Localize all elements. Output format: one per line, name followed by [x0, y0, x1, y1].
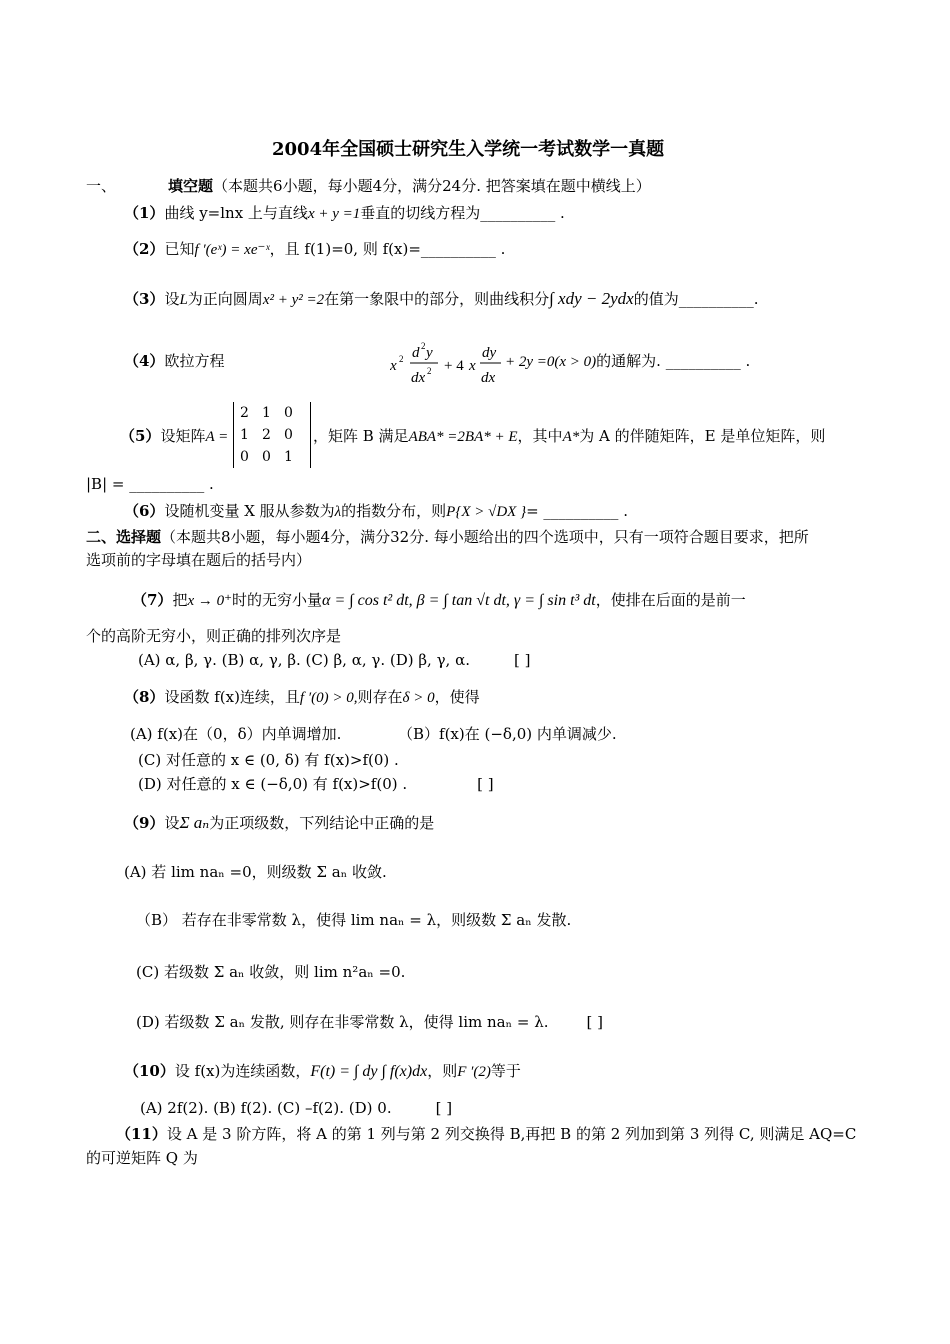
q1-math: x + y =1: [307, 206, 361, 222]
svg-text:dx: dx: [411, 370, 426, 386]
q5-number: （5）: [120, 427, 161, 445]
section2-note-a: （本题共8小题，每小题4分，满分32分. 每小题给出的四个选项中，只有一项符合题目要求，把所: [161, 528, 809, 546]
q8-option-c: (C) 对任意的 x ∈ (0, δ) 有 f(x)>f(0) .: [138, 751, 399, 769]
svg-text:dy: dy: [482, 345, 497, 361]
q3-math-circle: x² + y² =2: [262, 292, 325, 308]
question-2: [124, 239, 505, 260]
q5-text-c: ，其中: [517, 427, 563, 445]
matrix-row-3: [240, 446, 306, 468]
q10-text-b: ，则: [427, 1062, 458, 1080]
matrix-cell: 0: [284, 427, 293, 443]
q8-number: （8）: [124, 688, 165, 706]
q8-text-b: 则存在: [357, 688, 403, 706]
q8-text-a: 设函数 f(x)连续，且: [164, 688, 300, 706]
question-4-label: [124, 351, 224, 371]
q9-option-b: （B） 若存在非零常数 λ，使得 lim naₙ = λ，则级数 Σ aₙ 发散.: [136, 911, 572, 929]
q2-text-a: 已知: [164, 240, 195, 258]
matrix-row-2: [240, 424, 306, 446]
q6-number: （6）: [124, 502, 165, 520]
q6-math-p: P{X > √DX }: [446, 504, 527, 520]
question-7: [132, 590, 746, 611]
q9-series: Σ aₙ: [179, 813, 210, 832]
q9-text-a: 设: [164, 814, 180, 832]
q9-number: （9）: [124, 814, 165, 832]
matrix-cell: 1: [240, 427, 249, 443]
q7-options: (A) α, β, γ. (B) α, γ, β. (C) β, α, γ. (D) β, γ, α.: [138, 651, 470, 669]
matrix-cell: 1: [262, 405, 271, 421]
q11-number: （11）: [116, 1125, 167, 1143]
question-6: [124, 501, 628, 522]
matrix-cell: 0: [262, 449, 271, 465]
section1-heading: 填空题: [168, 177, 214, 195]
q9-answer-bracket: [ ]: [586, 1013, 603, 1031]
q7-text-c: ，使排在后面的是前一: [595, 591, 746, 609]
question-7-line2: 个的高阶无穷小，则正确的排列次序是: [86, 627, 342, 645]
q9-option-d-line: [136, 1012, 603, 1032]
q5-math-A: A =: [205, 429, 229, 445]
q5-text-d: 为 A 的伴随矩阵，E 是单位矩阵，则: [579, 427, 826, 445]
q1-number: （1）: [124, 204, 165, 222]
q9-option-d: (D) 若级数 Σ aₙ 发散, 则存在非零常数 λ，使得 lim naₙ = λ.: [136, 1013, 549, 1031]
matrix-row-1: [240, 402, 306, 424]
svg-text:2: 2: [421, 341, 426, 351]
matrix-cell: 2: [262, 427, 271, 443]
q6-math-lambda: λ: [334, 504, 342, 520]
svg-text:2: 2: [427, 366, 432, 376]
q6-text-a: 设随机变量 X 服从参数为: [164, 502, 335, 520]
q5-matrix: [233, 402, 311, 468]
svg-text:x: x: [390, 358, 397, 374]
q2-text-b: ，且 f(1)=0, 则 f(x)=__________ .: [269, 240, 506, 258]
q10-math-F: F(t) = ∫ dy ∫ f(x)dx: [310, 1063, 428, 1080]
question-9: [124, 813, 434, 833]
q5-text-a: 设矩阵: [160, 427, 206, 445]
q8-math-delta: δ > 0: [402, 690, 435, 706]
svg-text:dx: dx: [481, 370, 496, 386]
q10-options: (A) 2f(2). (B) f(2). (C) –f(2). (D) 0.: [140, 1099, 392, 1117]
q4-text-a: 欧拉方程: [164, 352, 225, 370]
question-11-line2: 的可逆矩阵 Q 为: [86, 1149, 198, 1167]
q9-option-c: (C) 若级数 Σ aₙ 收敛，则 lim n²aₙ =0.: [136, 963, 406, 981]
q1-text-a: 曲线 y=lnx 上与直线: [164, 204, 308, 222]
q11-text-a: 设 A 是 3 阶方阵，将 A 的第 1 列与第 2 列交换得 B,再把 B 的第 2 列加到第 3 列得 C, 则满足 AQ=C: [166, 1125, 857, 1143]
matrix-cell: 1: [284, 449, 293, 465]
q6-text-b: 的指数分布，则: [341, 502, 447, 520]
question-11: [116, 1124, 856, 1144]
q2-math: f ′(eˣ) = xe⁻ˣ: [194, 242, 270, 258]
q5-math-eq: ABA* =2BA* + E: [408, 429, 518, 445]
q3-text-a: 设: [164, 290, 180, 308]
q3-math-L: L: [179, 292, 188, 308]
question-10: [124, 1061, 521, 1082]
q3-text-b: 为正向圆周: [187, 290, 263, 308]
q10-number: （10）: [124, 1062, 175, 1080]
q8-option-a: (A) f(x)在（0，δ）内单调增加.: [130, 725, 342, 743]
q7-answer-bracket: [ ]: [513, 651, 531, 669]
q7-math-x: x → 0⁺: [187, 593, 233, 609]
section2-heading: 二、选择题: [86, 528, 162, 546]
question-4-tail: [505, 351, 750, 372]
q3-text-c: 在第一象限中的部分，则曲线积分: [324, 290, 550, 308]
question-10-options: [140, 1098, 452, 1118]
q8-option-b: （B）f(x)在 (−δ,0) 内单调减少.: [398, 725, 617, 743]
page-title: 2004年全国硕士研究生入学统一考试数学一真题: [272, 139, 665, 160]
section1-number: 一、: [86, 177, 117, 195]
q9-option-a: (A) 若 lim naₙ =0，则级数 Σ aₙ 收敛.: [124, 863, 387, 881]
q1-text-b: 垂直的切线方程为__________ .: [360, 204, 565, 222]
q7-math-defs: α = ∫ cos t² dt, β = ∫ tan √t dt, γ = ∫ sin t³ dt: [322, 592, 596, 609]
q10-text-a: 设 f(x)为连续函数，: [174, 1062, 311, 1080]
q5-math-astar: A*: [562, 429, 580, 445]
q3-number: （3）: [124, 290, 165, 308]
matrix-cell: 2: [240, 405, 249, 421]
q4-text-b: 的通解为. __________ .: [596, 352, 751, 370]
q9-text-b: 为正项级数，下列结论中正确的是: [209, 814, 435, 832]
q5-text-b: ，矩阵 B 满足: [313, 427, 409, 445]
q8-text-c: ，使得: [434, 688, 480, 706]
section1-note: （本题共6小题，每小题4分，满分24分. 把答案填在题中横线上）: [213, 177, 651, 195]
matrix-cell: 0: [284, 405, 293, 421]
question-5-label: [120, 426, 228, 447]
q8-math-cond: f ′(0) > 0,: [299, 690, 358, 706]
q10-text-c: 等于: [490, 1062, 521, 1080]
svg-text:2: 2: [399, 354, 404, 364]
q3-text-d: 的值为__________.: [633, 290, 759, 308]
q8-option-d-line: [138, 774, 494, 794]
question-7-options: [138, 650, 530, 670]
svg-text:+ 4: + 4: [444, 358, 464, 374]
q8-answer-bracket: [ ]: [477, 775, 494, 793]
section1-header: [86, 176, 651, 196]
q4-math-tail: + 2y =0(x > 0): [505, 354, 597, 370]
question-5-text: [313, 426, 825, 447]
q8-option-d: (D) 对任意的 x ∈ (−δ,0) 有 f(x)>f(0) .: [138, 775, 408, 793]
svg-text:d: d: [412, 345, 420, 361]
q7-number: （7）: [132, 591, 173, 609]
q10-answer-bracket: [ ]: [435, 1099, 453, 1117]
question-8: [124, 687, 480, 708]
question-1: [124, 203, 565, 224]
q2-number: （2）: [124, 240, 165, 258]
q3-math-integral: ∫ xdy − 2ydx: [549, 289, 634, 308]
svg-text:y: y: [426, 345, 433, 361]
q6-text-c: = __________ .: [526, 502, 628, 520]
q4-number: （4）: [124, 352, 165, 370]
section2-note-line2: 选项前的字母填在题后的括号内）: [86, 551, 312, 569]
q10-math-Fp: F ′(2): [457, 1064, 491, 1080]
question-3: [124, 289, 758, 310]
svg-text:x: x: [469, 358, 476, 374]
q7-text-b: 时的无穷小量: [232, 591, 323, 609]
section2-header: [86, 527, 809, 547]
question-5-line2: |B| = __________ .: [86, 475, 214, 493]
q7-text-a: 把: [172, 591, 188, 609]
matrix-cell: 0: [240, 449, 249, 465]
